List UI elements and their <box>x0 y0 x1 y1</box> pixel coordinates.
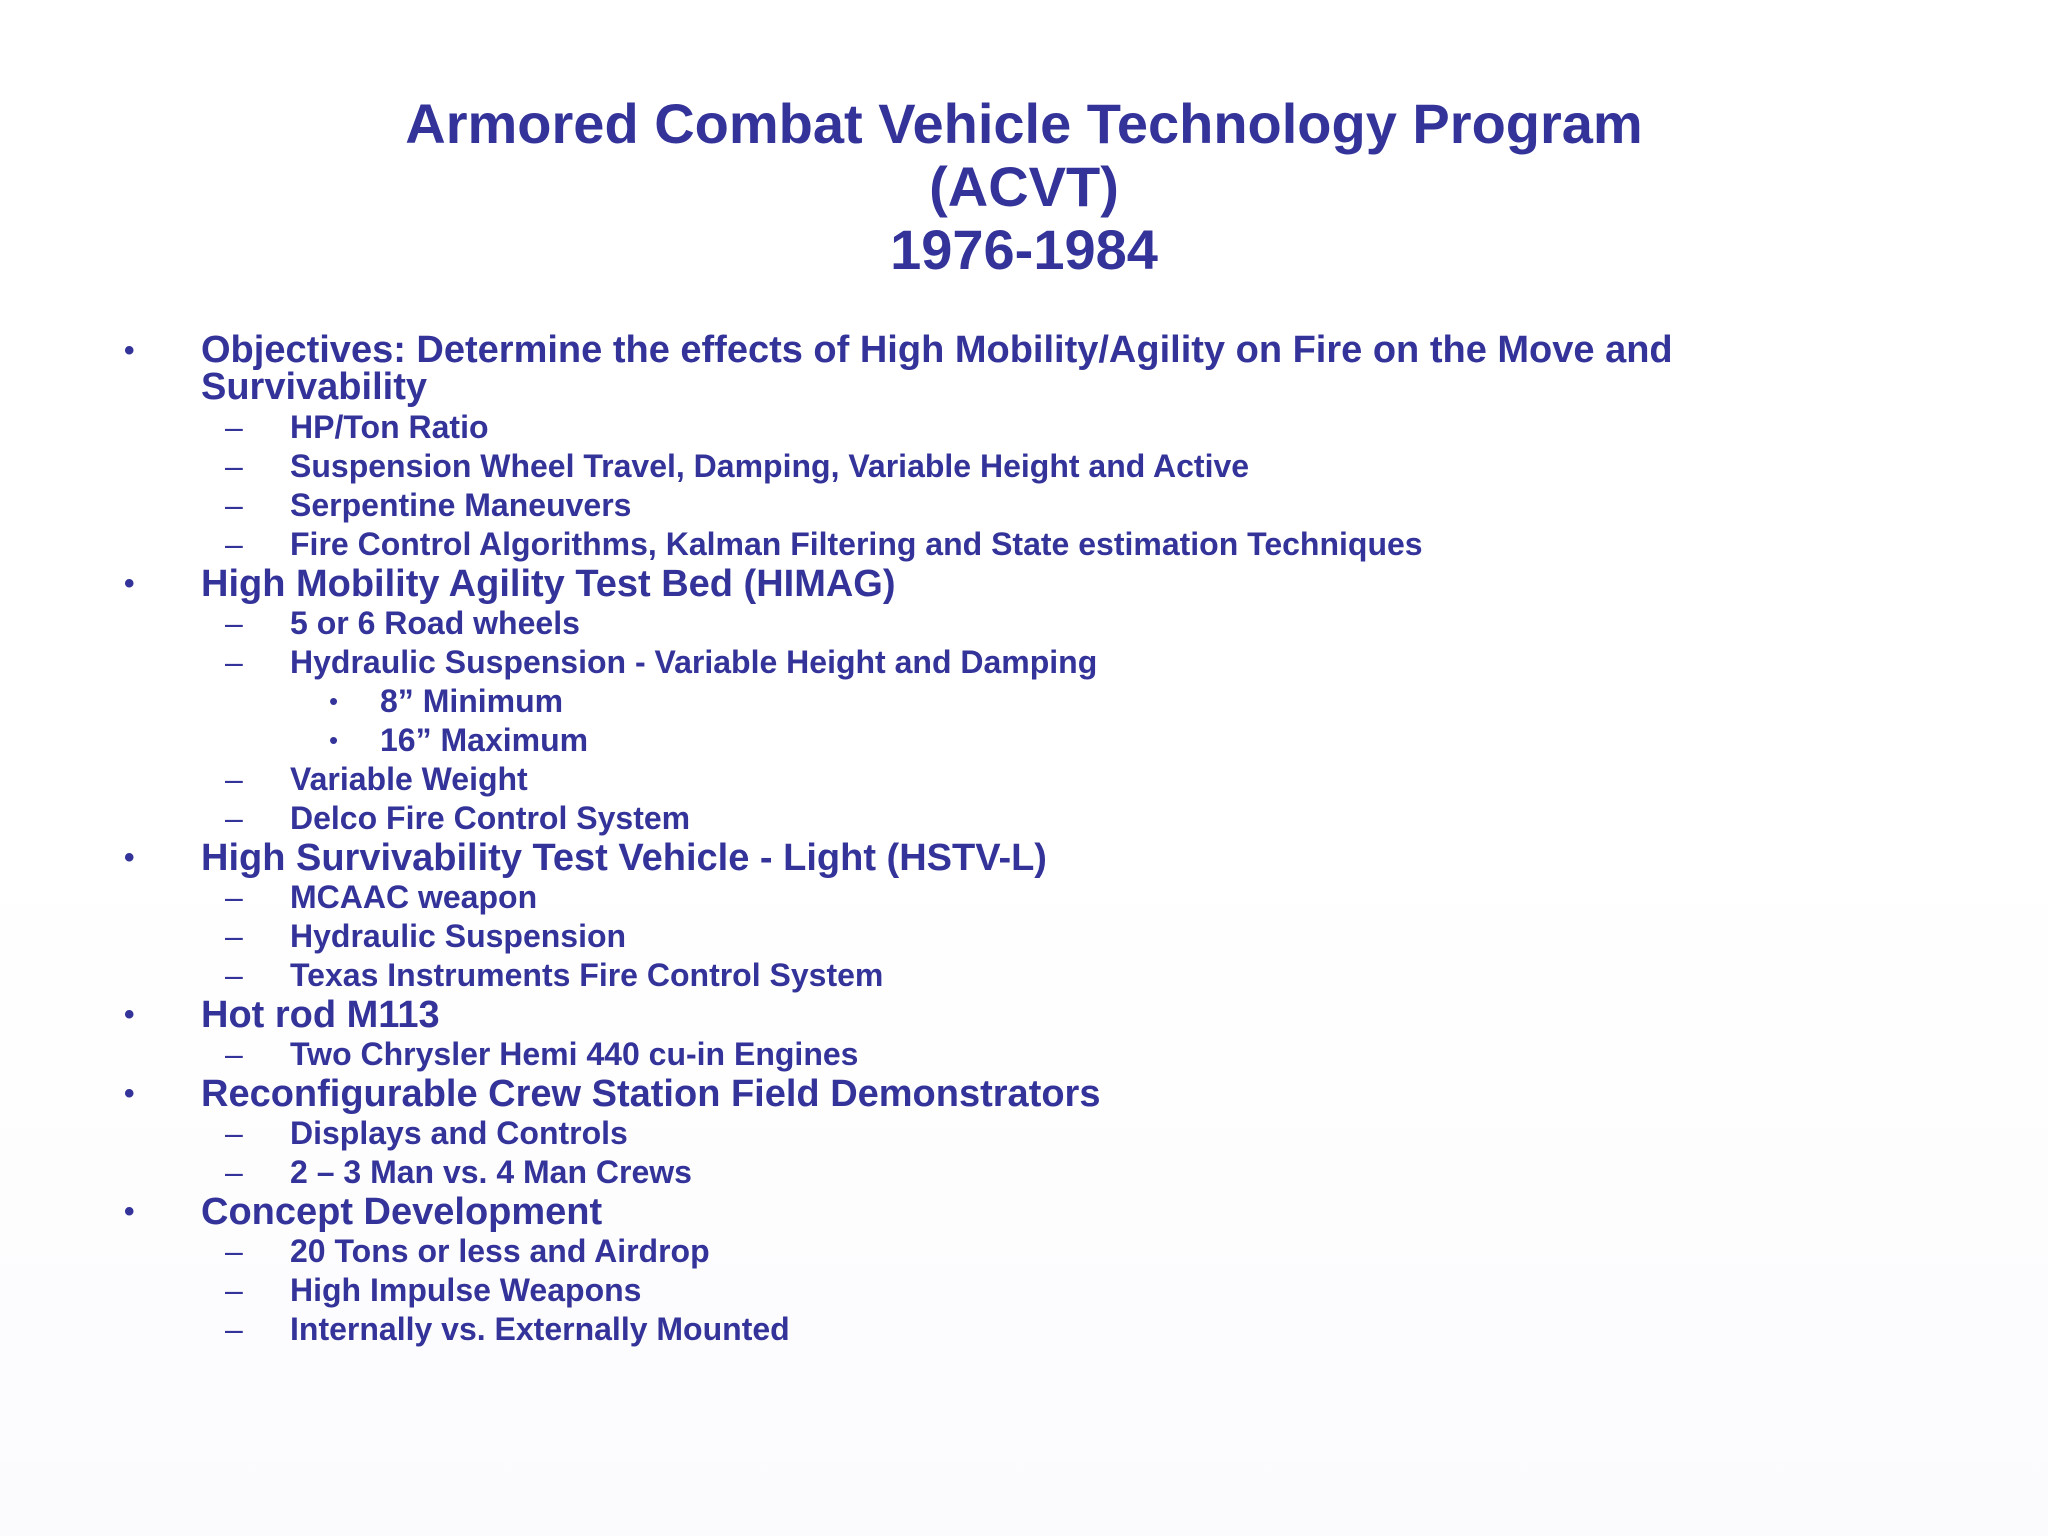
bullet-marker: • <box>124 998 135 1031</box>
sub-item <box>0 643 2048 682</box>
bullet-marker: • <box>329 725 339 755</box>
sub-item <box>0 1153 2048 1192</box>
dash-marker: – <box>225 879 243 915</box>
bullet-list <box>0 331 2048 1349</box>
bullet-marker: • <box>329 686 339 716</box>
dash-marker: – <box>225 487 243 523</box>
bullet-objectives <box>0 329 2048 408</box>
sub-item-label: Serpentine Maneuvers <box>290 487 632 523</box>
sub-sub-item <box>0 721 2048 760</box>
dash-marker: – <box>225 1036 243 1072</box>
title-line-2: (ACVT) <box>929 155 1119 218</box>
sub-item <box>0 1114 2048 1153</box>
bullet-label: High Mobility Agility Test Bed (HIMAG) <box>201 563 896 605</box>
sub-item-label: 5 or 6 Road wheels <box>290 605 580 641</box>
sub-sub-item <box>0 682 2048 721</box>
sub-item-label: Two Chrysler Hemi 440 cu-in Engines <box>290 1036 859 1072</box>
sub-item-label: Hydraulic Suspension <box>290 918 627 954</box>
dash-marker: – <box>225 1311 243 1347</box>
sub-item <box>0 408 2048 447</box>
bullet-himag <box>0 565 2048 604</box>
sub-item <box>0 799 2048 838</box>
dash-marker: – <box>225 409 243 445</box>
sub-item-label: Suspension Wheel Travel, Damping, Variable Height and Active <box>290 448 1250 484</box>
sub-item-label: Variable Weight <box>290 761 528 797</box>
sub-item-label: Displays and Controls <box>290 1115 628 1151</box>
sub-sub-item-label: 8” Minimum <box>380 683 564 719</box>
bullet-label: High Survivability Test Vehicle - Light (HSTV-L) <box>201 837 1047 879</box>
sub-item <box>0 956 2048 995</box>
sub-item <box>0 447 2048 486</box>
dash-marker: – <box>225 1115 243 1151</box>
sub-item <box>0 1232 2048 1271</box>
bullet-marker: • <box>124 567 135 600</box>
dash-marker: – <box>225 1233 243 1269</box>
bullet-label: Concept Development <box>201 1191 603 1233</box>
sub-item-label: Fire Control Algorithms, Kalman Filtering and State estimation Techniques <box>290 526 1423 562</box>
sub-item <box>0 760 2048 799</box>
sub-item-label: Delco Fire Control System <box>290 800 691 836</box>
dash-marker: – <box>225 918 243 954</box>
sub-item-label: Hydraulic Suspension - Variable Height and Damping <box>290 644 1098 680</box>
dash-marker: – <box>225 644 243 680</box>
title-line-3: 1976-1984 <box>890 218 1158 281</box>
sub-item-label: 2 – 3 Man vs. 4 Man Crews <box>290 1154 692 1190</box>
bullet-marker: • <box>124 1077 135 1110</box>
sub-item <box>0 1035 2048 1074</box>
sub-item <box>0 604 2048 643</box>
bullet-marker: • <box>124 1195 135 1228</box>
dash-marker: – <box>225 1154 243 1190</box>
bullet-marker: • <box>124 841 135 874</box>
sub-item-label: 20 Tons or less and Airdrop <box>290 1233 710 1269</box>
dash-marker: – <box>225 526 243 562</box>
sub-item <box>0 1271 2048 1310</box>
sub-item-label: Internally vs. Externally Mounted <box>290 1311 790 1347</box>
bullet-label: Objectives: Determine the effects of High Mobility/Agility on Fire on the Move and Survivability <box>201 329 1673 408</box>
dash-marker: – <box>225 605 243 641</box>
bullet-hstv-l <box>0 839 2048 878</box>
dash-marker: – <box>225 761 243 797</box>
dash-marker: – <box>225 1272 243 1308</box>
dash-marker: – <box>225 448 243 484</box>
sub-item-label: MCAAC weapon <box>290 879 538 915</box>
bullet-crew-station <box>0 1075 2048 1114</box>
dash-marker: – <box>225 800 243 836</box>
bullet-marker: • <box>124 334 135 367</box>
bullet-label: Hot rod M113 <box>201 994 440 1036</box>
bullet-hot-rod-m113 <box>0 996 2048 1035</box>
sub-item <box>0 525 2048 564</box>
bullet-concept-development <box>0 1193 2048 1232</box>
sub-sub-item-label: 16” Maximum <box>380 722 589 758</box>
sub-item <box>0 1310 2048 1349</box>
sub-item-label: HP/Ton Ratio <box>290 409 489 445</box>
sub-item <box>0 878 2048 917</box>
title-line-1: Armored Combat Vehicle Technology Program <box>405 92 1643 155</box>
slide-title <box>0 92 2048 281</box>
bullet-label: Reconfigurable Crew Station Field Demonstrators <box>201 1073 1101 1115</box>
sub-item <box>0 486 2048 525</box>
sub-item <box>0 917 2048 956</box>
dash-marker: – <box>225 957 243 993</box>
sub-item-label: Texas Instruments Fire Control System <box>290 957 884 993</box>
sub-item-label: High Impulse Weapons <box>290 1272 642 1308</box>
